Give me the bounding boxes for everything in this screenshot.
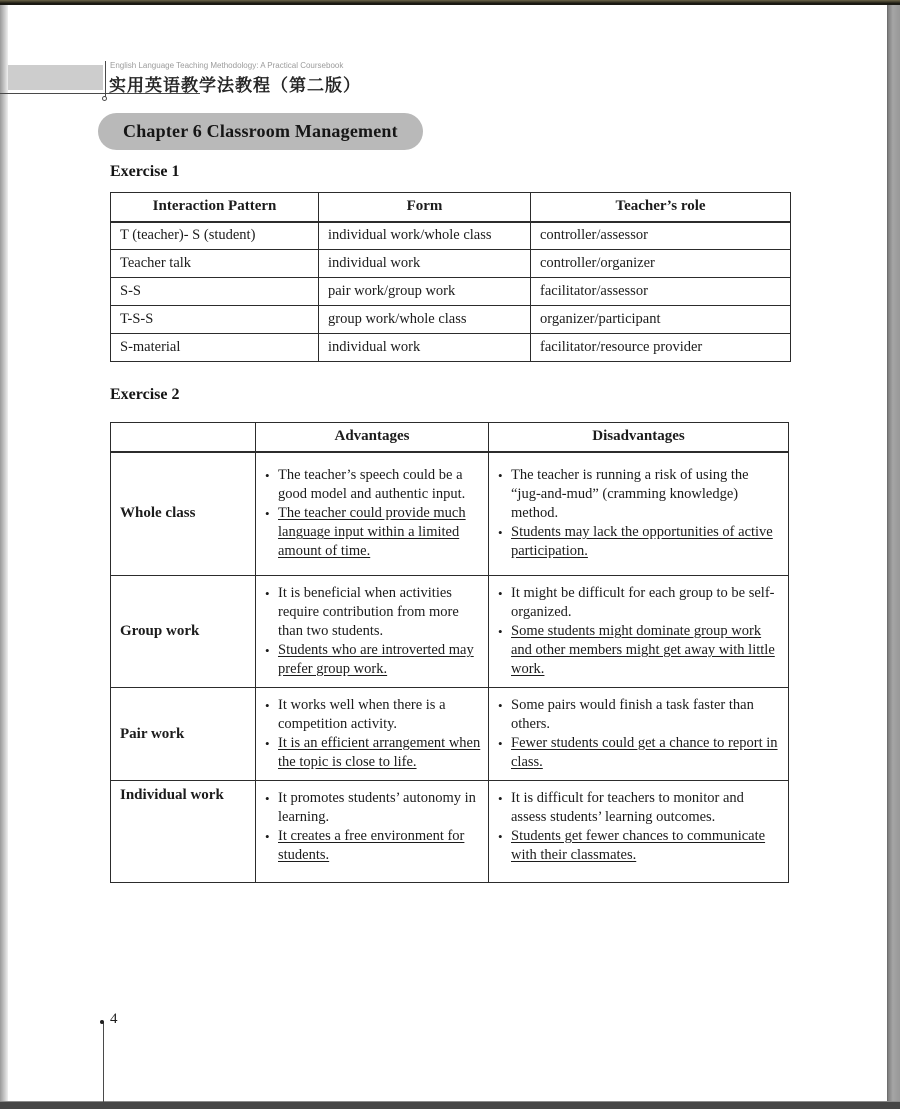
bullet-list — [490, 789, 787, 865]
book-title-english: English Language Teaching Methodology: A Practical Coursebook — [110, 61, 344, 70]
footer-rule-dot — [100, 1020, 104, 1024]
exercise1-table — [110, 192, 791, 362]
disadvantages-cell — [489, 688, 789, 781]
table-row — [111, 334, 791, 362]
table-header-row — [111, 193, 791, 222]
col-header-empty — [111, 423, 256, 452]
col-header-disadvantages: Disadvantages — [489, 423, 789, 452]
advantages-cell — [256, 781, 489, 883]
table-cell: S-S — [111, 278, 319, 306]
col-header-teachers-role: Teacher’s role — [531, 193, 791, 222]
disadvantages-cell — [489, 452, 789, 576]
table-cell: controller/assessor — [531, 222, 791, 250]
table-cell: T-S-S — [111, 306, 319, 334]
bullet-item: • Students who are introverted may prefer group work. — [278, 641, 481, 679]
header-gray-tab — [8, 65, 103, 90]
bullet-list — [490, 584, 787, 679]
disadvantages-cell — [489, 781, 789, 883]
table-cell: individual work/whole class — [319, 222, 531, 250]
header-rule-endcap — [102, 96, 107, 101]
table-cell: Teacher talk — [111, 250, 319, 278]
page-number: 4 — [110, 1011, 118, 1027]
category-label: Group work — [111, 576, 256, 688]
exercise2-heading: Exercise 2 — [110, 386, 180, 403]
bullet-item: • It promotes students’ autonomy in learning. — [278, 789, 481, 827]
scan-bottom-bar — [0, 1101, 900, 1109]
bullet-item: • The teacher is running a risk of using the “jug-and-mud” (cramming knowledge) method. — [511, 466, 781, 523]
bullet-item: • It is difficult for teachers to monitor and assess students’ learning outcomes. — [511, 789, 781, 827]
bullet-list — [490, 466, 787, 561]
advantages-cell — [256, 452, 489, 576]
table-cell: facilitator/assessor — [531, 278, 791, 306]
table-row — [111, 306, 791, 334]
bullet-item: • The teacher could provide much language input within a limited amount of time. — [278, 504, 481, 561]
category-label: Whole class — [111, 452, 256, 576]
bullet-item: • It might be difficult for each group to be self-organized. — [511, 584, 781, 622]
table-header-row — [111, 423, 789, 452]
footer-rule — [103, 1022, 104, 1102]
table-row-whole-class — [111, 452, 789, 576]
table-cell: controller/organizer — [531, 250, 791, 278]
bullet-item: • Some students might dominate group work and other members might get away with little work. — [511, 622, 781, 679]
col-header-advantages: Advantages — [256, 423, 489, 452]
table-cell: S-material — [111, 334, 319, 362]
table-row-group-work — [111, 576, 789, 688]
table-row-pair-work — [111, 688, 789, 781]
bullet-item: • It is beneficial when activities require contribution from more than two students. — [278, 584, 481, 641]
bullet-list — [257, 696, 487, 772]
advantages-cell — [256, 688, 489, 781]
bullet-item: • Some pairs would finish a task faster than others. — [511, 696, 781, 734]
exercise1-heading: Exercise 1 — [110, 163, 180, 180]
bullet-list — [490, 696, 787, 772]
table-cell: individual work — [319, 250, 531, 278]
bullet-item: • The teacher’s speech could be a good model and authentic input. — [278, 466, 481, 504]
bullet-list — [257, 466, 487, 561]
table-cell: group work/whole class — [319, 306, 531, 334]
exercise2-table — [110, 422, 789, 883]
table-row-individual-work — [111, 781, 789, 883]
bullet-item: • Students may lack the opportunities of active participation. — [511, 523, 781, 561]
table-cell: pair work/group work — [319, 278, 531, 306]
chapter-title-badge: Chapter 6 Classroom Management — [98, 113, 423, 150]
advantages-cell — [256, 576, 489, 688]
bullet-item: • Students get fewer chances to communicate with their classmates. — [511, 827, 781, 865]
bullet-list — [257, 789, 487, 865]
book-title-chinese: 实用英语教学法教程（第二版） — [109, 76, 361, 95]
table-cell: individual work — [319, 334, 531, 362]
category-label: Individual work — [111, 781, 256, 883]
table-row — [111, 222, 791, 250]
table-row — [111, 250, 791, 278]
scan-top-bar — [0, 0, 900, 5]
category-label: Pair work — [111, 688, 256, 781]
disadvantages-cell — [489, 576, 789, 688]
bullet-item: • It is an efficient arrangement when the topic is close to life. — [278, 734, 481, 772]
col-header-form: Form — [319, 193, 531, 222]
col-header-interaction-pattern: Interaction Pattern — [111, 193, 319, 222]
table-cell: organizer/participant — [531, 306, 791, 334]
bullet-item: • It creates a free environment for students. — [278, 827, 481, 865]
table-cell: T (teacher)- S (student) — [111, 222, 319, 250]
table-cell: facilitator/resource provider — [531, 334, 791, 362]
page-left-scan-edge — [0, 0, 8, 1109]
bullet-item: • Fewer students could get a chance to report in class. — [511, 734, 781, 772]
table-row — [111, 278, 791, 306]
bullet-list — [257, 584, 487, 679]
bullet-item: • It works well when there is a competition activity. — [278, 696, 481, 734]
page-right-scan-edge — [887, 0, 900, 1109]
